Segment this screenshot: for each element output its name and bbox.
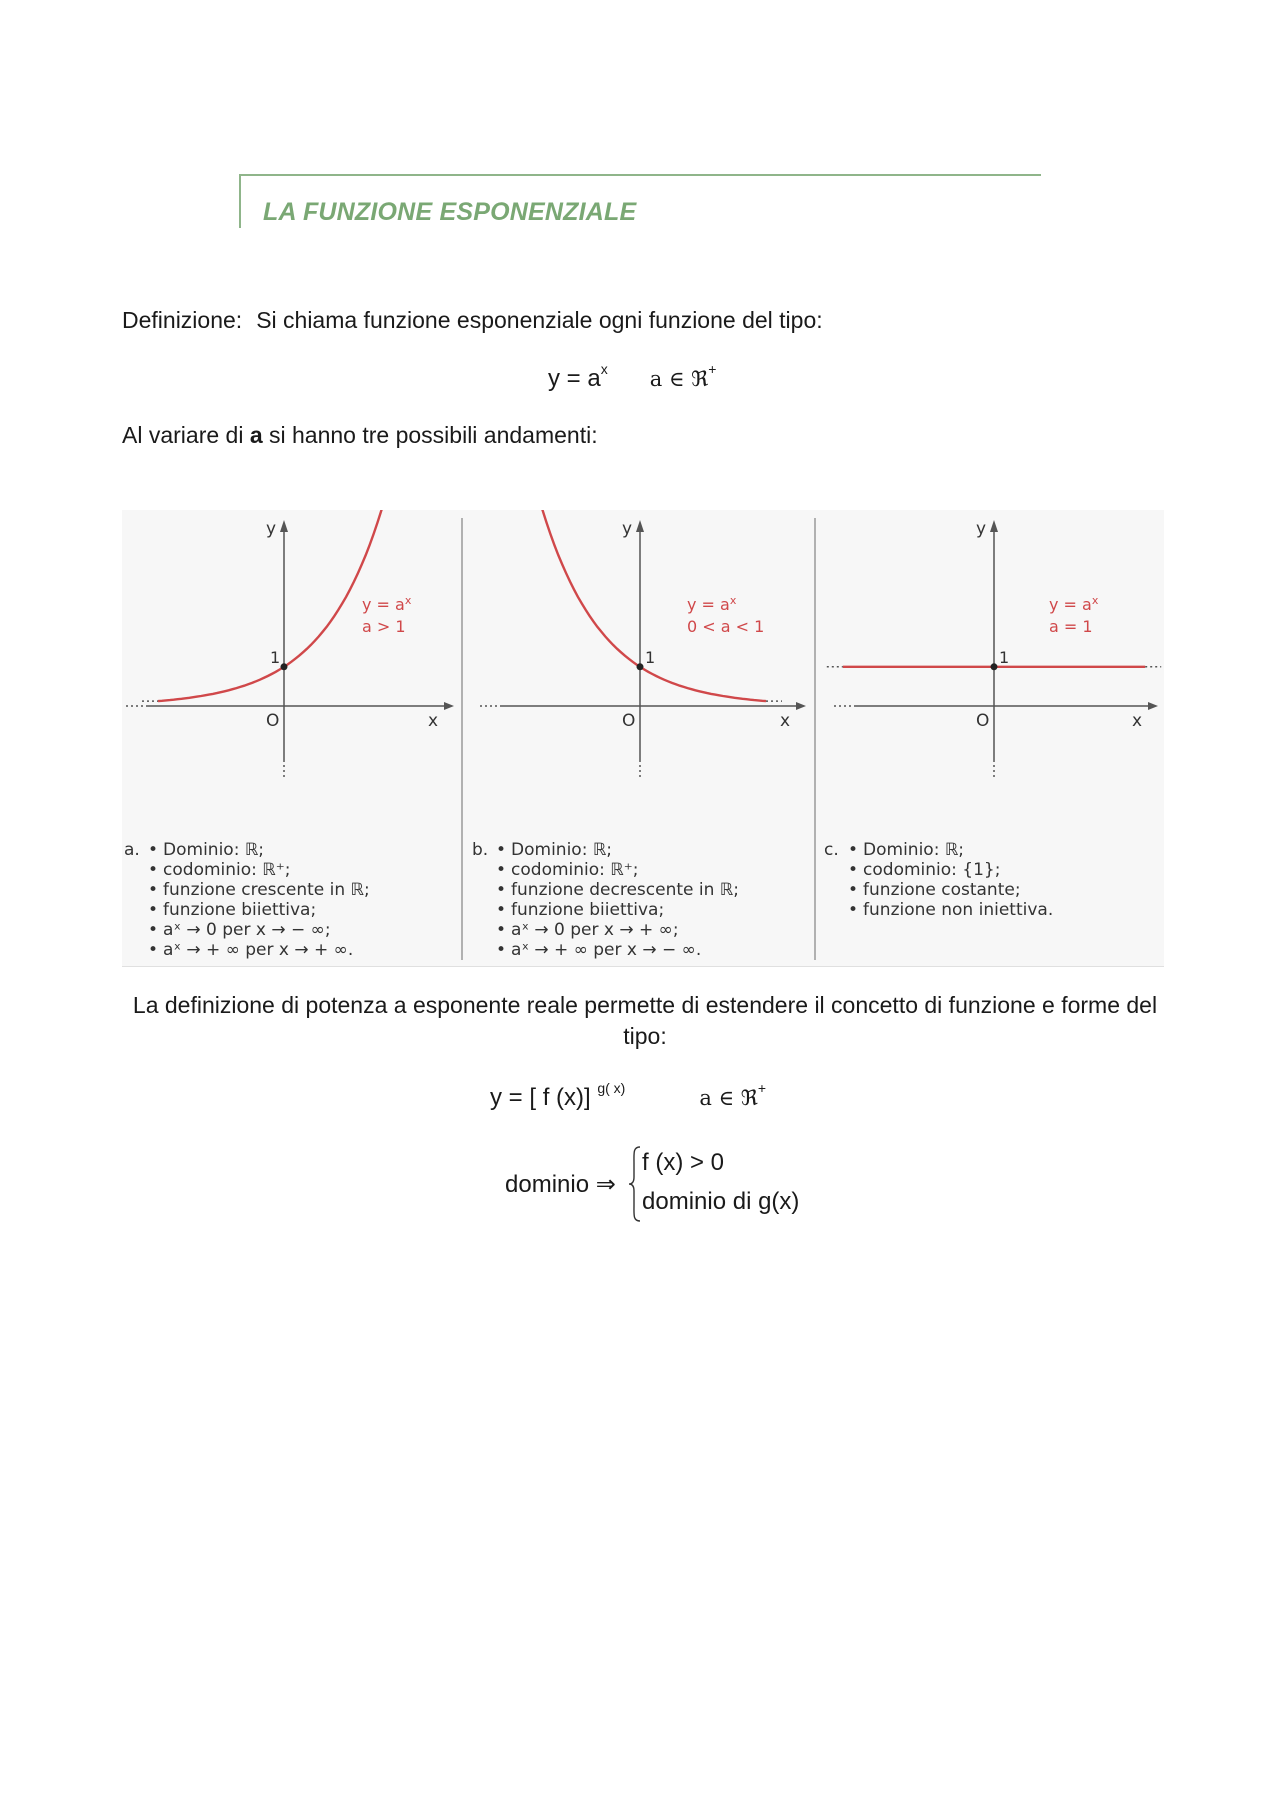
caption-item: • funzione biiettiva; — [494, 900, 664, 920]
caption-item: • codominio: ℝ⁺; — [146, 860, 290, 880]
function-condition: 0 < a < 1 — [687, 617, 765, 636]
brace-icon — [628, 1145, 642, 1223]
formula-lhs: y = a — [548, 365, 601, 392]
caption-item: • Dominio: ℝ; — [494, 840, 612, 860]
caption-letter: b. — [472, 840, 489, 860]
function-label: $y = a^x$ — [1049, 594, 1099, 614]
intercept-label: 1 — [645, 647, 656, 667]
x-axis-arrow — [444, 702, 454, 710]
x-axis-label: x — [1132, 711, 1143, 731]
caption-item: • funzione costante; — [846, 880, 1021, 900]
formula-domain-sup: + — [757, 1080, 767, 1096]
formula-domain: a ∈ ℜ — [699, 1086, 758, 1110]
function-condition: a = 1 — [1049, 617, 1093, 636]
graph-panel-1 — [126, 510, 454, 780]
intercept-point — [281, 663, 288, 670]
generalized-formula — [490, 1080, 767, 1113]
caption-letter: c. — [824, 840, 839, 860]
caption-item: • funzione biiettiva; — [146, 900, 316, 920]
extension-paragraph: La definizione di potenza a esponente reale permette di estendere il concetto di funzione e forme del tipo: — [132, 992, 1158, 1049]
x-axis-label: x — [780, 711, 791, 731]
graph-panel-2 — [480, 510, 806, 780]
caption-item: • Dominio: ℝ; — [146, 840, 264, 860]
formula-exponent: g( x) — [597, 1080, 626, 1096]
y-axis-label: y — [976, 519, 987, 539]
caption-item: • Dominio: ℝ; — [846, 840, 964, 860]
domain-condition: f (x) > 0 — [642, 1149, 725, 1176]
origin-label: O — [266, 711, 280, 731]
origin-label: O — [622, 711, 636, 731]
caption-item: • codominio: {1}; — [846, 860, 1000, 880]
y-axis-arrow — [280, 520, 288, 532]
formula-domain: a ∈ ℜ — [649, 367, 709, 391]
title-frame — [239, 174, 1041, 228]
variation-paragraph — [122, 420, 598, 450]
intercept-label: 1 — [270, 647, 281, 667]
function-label-exp: x — [729, 594, 737, 607]
origin-label: O — [976, 711, 990, 731]
formula-exponent: x — [600, 361, 608, 377]
caption-item: • funzione crescente in ℝ; — [146, 880, 370, 900]
intercept-point — [991, 663, 998, 670]
caption-b — [472, 840, 739, 960]
variation-bold: a — [249, 422, 263, 448]
y-axis-arrow — [990, 520, 998, 532]
caption-item: • aˣ → + ∞ per x → + ∞. — [146, 940, 353, 960]
function-label: $y = a^x$ — [687, 594, 737, 614]
variation-pre: Al variare di — [122, 422, 250, 448]
domain-condition: dominio di g(x) — [642, 1188, 800, 1215]
caption-a — [124, 840, 370, 960]
y-axis-label: y — [622, 519, 633, 539]
formula-lhs: y = [ f (x)] — [490, 1084, 598, 1111]
function-label-exp: x — [404, 594, 412, 607]
graph-panel-3 — [827, 519, 1161, 780]
domain-label: dominio ⇒ — [505, 1171, 616, 1198]
intercept-label: 1 — [999, 647, 1010, 667]
caption-item: • aˣ → + ∞ per x → − ∞. — [494, 940, 701, 960]
x-axis-arrow — [796, 702, 806, 710]
function-condition: a > 1 — [362, 617, 406, 636]
domain-conditions — [505, 1143, 925, 1223]
definition-paragraph — [122, 305, 823, 335]
function-label-exp: x — [1091, 594, 1099, 607]
variation-post: si hanno tre possibili andamenti: — [262, 422, 598, 448]
exponential-formula — [548, 361, 717, 394]
function-label: $y = a^x$ — [362, 594, 412, 614]
definition-label: Definizione: — [122, 307, 243, 333]
caption-item: • funzione non iniettiva. — [846, 900, 1053, 920]
caption-item: • aˣ → 0 per x → + ∞; — [494, 920, 679, 940]
x-axis-label: x — [428, 711, 439, 731]
caption-item: • codominio: ℝ⁺; — [494, 860, 638, 880]
caption-item: • funzione decrescente in ℝ; — [494, 880, 739, 900]
definition-text: Si chiama funzione esponenziale ogni funzione del tipo: — [256, 307, 823, 333]
y-axis-arrow — [636, 520, 644, 532]
caption-c — [824, 840, 1053, 920]
page-title: LA FUNZIONE ESPONENZIALE — [263, 198, 637, 226]
intercept-point — [637, 663, 644, 670]
y-axis-label: y — [266, 519, 277, 539]
exponential-graphs-figure — [122, 510, 1164, 967]
caption-item: • aˣ → 0 per x → − ∞; — [146, 920, 331, 940]
caption-letter: a. — [124, 840, 140, 860]
formula-domain-sup: + — [708, 361, 717, 377]
x-axis-arrow — [1148, 702, 1158, 710]
